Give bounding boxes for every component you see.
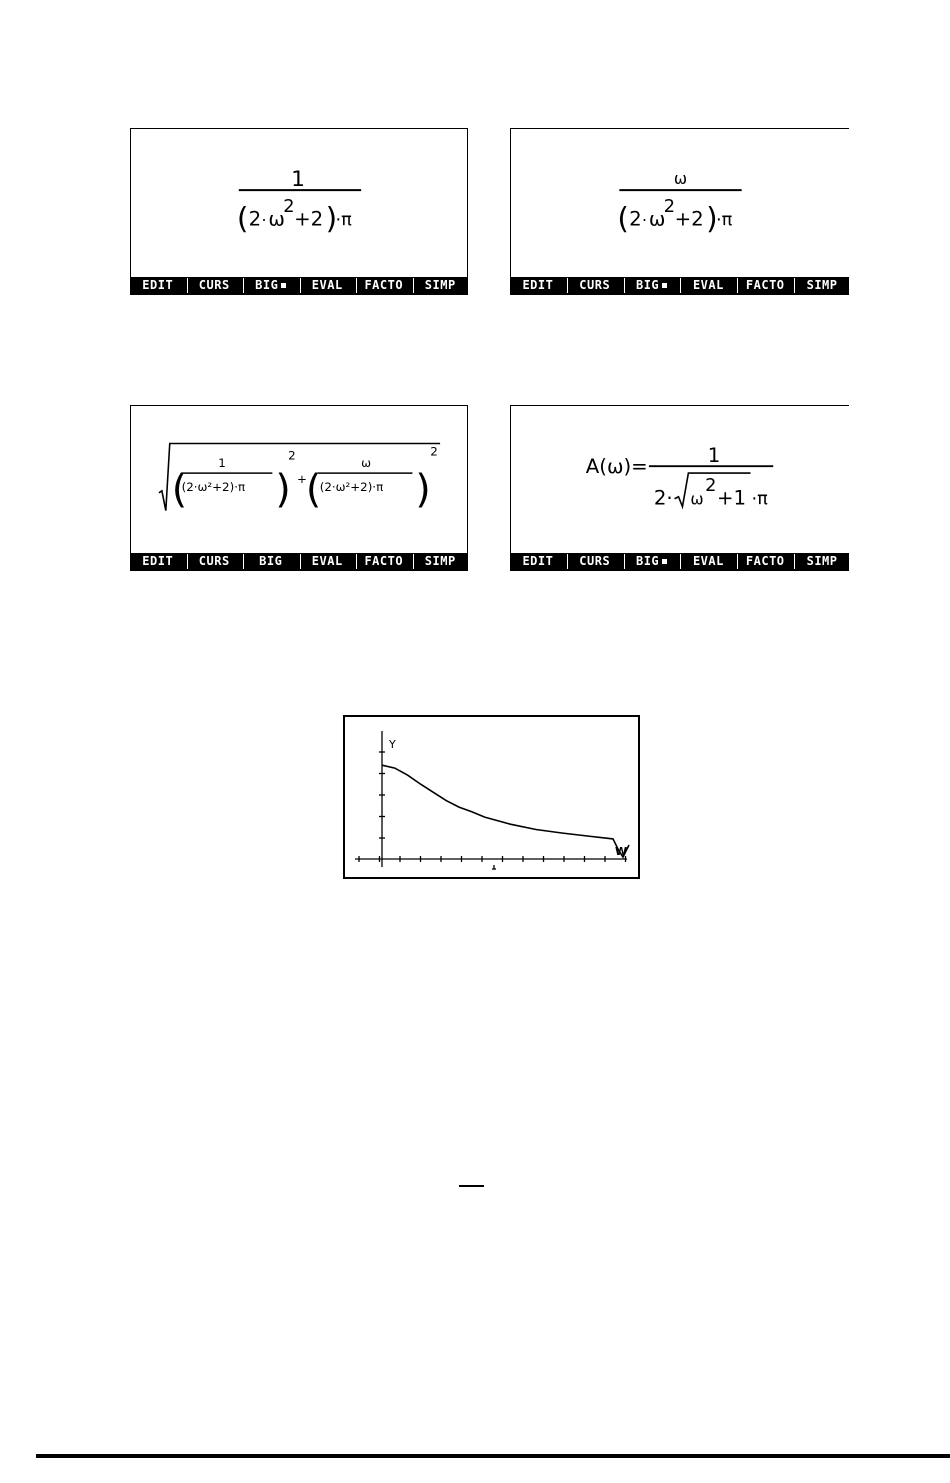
pi: ·π bbox=[335, 210, 352, 231]
edit-softkey[interactable]: EDIT bbox=[522, 554, 554, 568]
x-axis-label: W bbox=[615, 845, 628, 858]
close-paren: ) bbox=[706, 201, 718, 236]
left-denominator: (2·ω²+2)·π bbox=[181, 479, 246, 494]
facto-softkey[interactable]: FACTO bbox=[737, 278, 792, 293]
eval-softkey[interactable]: EVAL bbox=[680, 278, 735, 293]
simp-softkey[interactable]: SIMP bbox=[794, 554, 849, 569]
calculator-screen-2 bbox=[510, 128, 849, 295]
right-close-paren: ) bbox=[415, 466, 431, 513]
curs-softkey[interactable]: CURS bbox=[567, 554, 622, 569]
fraction-bar-mark bbox=[459, 1185, 484, 1187]
pi: ·π bbox=[716, 210, 733, 231]
omega: ω bbox=[648, 207, 666, 231]
softkey-menu bbox=[511, 277, 849, 294]
simp-softkey[interactable]: SIMP bbox=[413, 554, 468, 569]
big-softkey[interactable]: BIG bbox=[243, 554, 298, 569]
function-lhs: A(ω)= bbox=[585, 455, 648, 479]
eval-softkey[interactable]: EVAL bbox=[680, 554, 735, 569]
eval-softkey[interactable]: EVAL bbox=[300, 554, 355, 569]
exponent: 2 bbox=[663, 196, 676, 217]
omega: ω bbox=[268, 207, 285, 231]
close-paren: ) bbox=[325, 201, 338, 236]
function-curve bbox=[382, 765, 629, 857]
big-softkey[interactable]: BIG bbox=[624, 278, 679, 293]
softkey-menu bbox=[131, 277, 467, 294]
right-exponent: 2 bbox=[430, 444, 438, 459]
dot: · bbox=[642, 210, 648, 230]
left-numerator: 1 bbox=[218, 456, 226, 471]
expression-display bbox=[131, 129, 467, 277]
left-close-paren: ) bbox=[275, 466, 291, 513]
plus-two: +2 bbox=[294, 207, 324, 231]
right-numerator: ω bbox=[361, 456, 372, 471]
expression-display bbox=[131, 406, 467, 553]
right-denominator: (2·ω²+2)·π bbox=[319, 479, 384, 494]
page-footer-rule bbox=[36, 1454, 950, 1458]
radicand-exponent: 2 bbox=[705, 475, 717, 496]
numerator: 1 bbox=[707, 444, 721, 468]
curs-softkey[interactable]: CURS bbox=[187, 278, 242, 293]
expression-display bbox=[511, 129, 849, 277]
plot-screen bbox=[343, 715, 640, 879]
facto-softkey[interactable]: FACTO bbox=[737, 554, 792, 569]
simp-softkey[interactable]: SIMP bbox=[413, 278, 468, 293]
y-axis-label: Y bbox=[389, 738, 396, 751]
radicand-tail: +1 bbox=[716, 486, 747, 510]
open-paren: ( bbox=[617, 201, 629, 236]
coefficient: 2 bbox=[629, 207, 642, 231]
plot-axes bbox=[355, 731, 627, 869]
curs-softkey[interactable]: CURS bbox=[187, 554, 242, 569]
edit-softkey[interactable]: EDIT bbox=[142, 278, 174, 292]
left-exponent: 2 bbox=[288, 448, 296, 463]
expression-display bbox=[511, 406, 849, 553]
coefficient: 2 bbox=[248, 207, 262, 231]
big-softkey[interactable]: BIG bbox=[243, 278, 298, 293]
left-open-paren: ( bbox=[171, 466, 188, 513]
curs-softkey[interactable]: CURS bbox=[567, 278, 622, 293]
big-softkey[interactable]: BIG bbox=[624, 554, 679, 569]
edit-softkey[interactable]: EDIT bbox=[522, 278, 554, 292]
plus-two: +2 bbox=[674, 207, 704, 231]
softkey-menu bbox=[131, 553, 467, 570]
dot: · bbox=[261, 210, 267, 230]
den-pi: ·π bbox=[751, 489, 768, 510]
open-paren: ( bbox=[236, 201, 249, 236]
simp-softkey[interactable]: SIMP bbox=[794, 278, 849, 293]
calculator-screen-3 bbox=[130, 405, 468, 571]
numerator: 1 bbox=[291, 167, 305, 193]
den-coefficient: 2· bbox=[653, 486, 673, 510]
facto-softkey[interactable]: FACTO bbox=[356, 278, 411, 293]
numerator: ω bbox=[673, 169, 688, 189]
plus-sign: + bbox=[297, 471, 307, 486]
eval-softkey[interactable]: EVAL bbox=[300, 278, 355, 293]
radicand-omega: ω bbox=[690, 489, 704, 509]
edit-softkey[interactable]: EDIT bbox=[142, 554, 174, 568]
right-open-paren: ( bbox=[305, 466, 322, 513]
calculator-screen-1 bbox=[130, 128, 468, 295]
facto-softkey[interactable]: FACTO bbox=[356, 554, 411, 569]
softkey-menu bbox=[511, 553, 849, 570]
function-plot bbox=[345, 717, 638, 877]
exponent: 2 bbox=[283, 196, 295, 217]
calculator-screen-4 bbox=[510, 405, 849, 571]
